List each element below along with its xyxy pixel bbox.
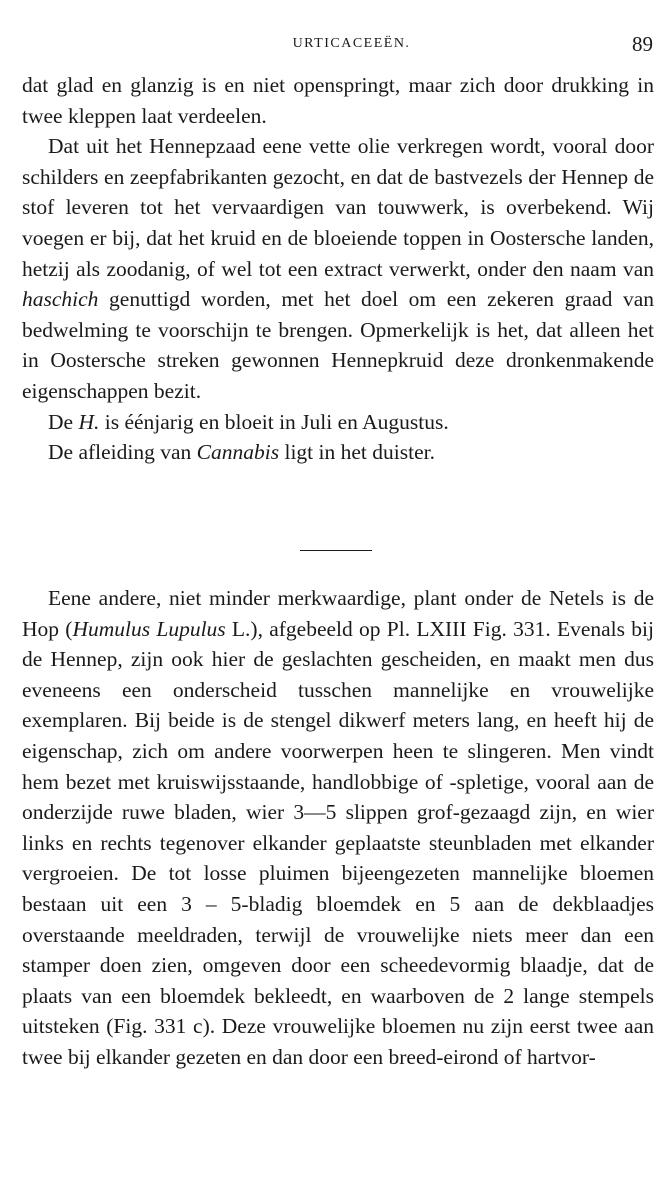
paragraph-text: De (48, 409, 79, 434)
text-block-hennep (22, 70, 654, 468)
paragraph-flowering (22, 407, 654, 438)
paragraph-hop (22, 583, 654, 1073)
paragraph-text: ligt in het duister. (279, 440, 435, 465)
paragraph-text: is éénjarig en bloeit in Juli en Augustus. (99, 409, 449, 434)
page-header (20, 32, 653, 56)
running-head: URTICACEEËN. (292, 36, 411, 51)
paragraph-text: De afleiding van (48, 440, 197, 465)
section-divider (300, 550, 372, 551)
paragraph-text: Dat uit het Hennepzaad eene vette olie verkregen wordt, vooral door schilders en zeepfabrikanten gezocht, en dat de bastvezels der Hennep de stof leveren tot het vervaardigen van touwwerk, is overbekend. Wij voegen er bij, dat het kruid en de bloeiende toppen in Oostersche landen, hetzij als zoodanig, of wel tot een extract verwerkt, onder den naam van (22, 134, 654, 281)
text-block-hop (22, 583, 654, 1073)
page-number: 89 (632, 32, 653, 56)
italic-abbrev-h: H. (78, 409, 100, 434)
paragraph-text: L.), afgebeeld op Pl. LXIII Fig. 331. Evenals bij de Hennep, zijn ook hier de geslachten gescheiden, en maakt men dus eveneens een onderscheid tusschen mannelijke en vrouwelijke exemplaren. Bij beide is de stengel dikwerf meters lang, en heeft hij de eigenschap, zich om andere voorwerpen heen te slingeren. Men vindt hem bezet met kruiswijsstaande, handlobbige of -spletige, vooral aan de onderzijde ruwe bladen, wier 3—5 slippen grof-gezaagd zijn, en wier links en rechts tegenover elkander geplaatste steunbladen met elkander vergroeien. De tot losse pluimen bijeengezeten mannelijke bloemen bestaan uit een 3 – 5-bladig bloemdek en 5 aan de dekblaadjes overstaande meeldraden, terwijl de vrouwelijke niets meer dan een stamper doen zien, omgeven door een scheedevormig blaadje, dat de plaats van een bloemdek bekleedt, en waarboven de 2 lange stempels uitsteken (Fig. 331 c). Deze vrouwelijke bloemen nu zijn eerst twee aan twee bij elkander gezeten en dan door een breed-eirond of hartvor- (22, 616, 654, 1069)
paragraph-continuation: dat glad en glanzig is en niet openspringt, maar zich door drukking in twee kleppen laat verdeelen. (22, 73, 654, 128)
paragraph-hennep-uses (22, 131, 654, 406)
italic-term-haschich: haschich (22, 287, 99, 312)
paragraph-text: Eene andere, niet minder merkwaardige, plant onder de Netels is de Hop ( (22, 586, 654, 641)
italic-term-cannabis: Cannabis (196, 440, 280, 465)
italic-term-humulus-lupulus: Humulus Lupulus (72, 616, 226, 641)
paragraph-etymology (22, 437, 654, 468)
paragraph-text: genuttigd worden, met het doel om een zekeren graad van bedwelming te voorschijn te brengen. Opmerkelijk is het, dat alleen het in Oostersche streken gewonnen Hennepkruid deze dronkenmakende eigenschappen bezit. (22, 287, 654, 403)
